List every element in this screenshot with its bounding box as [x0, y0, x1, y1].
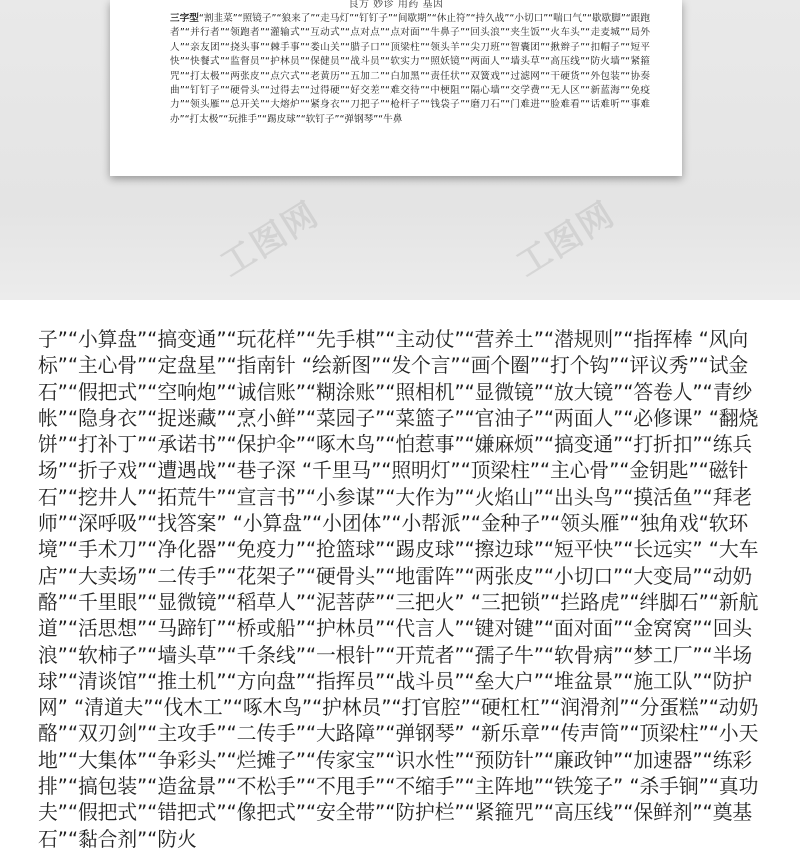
- section-text: “割韭菜”“照镜子”“狼来了”“走马灯”“钉钉子”“间歇期”“休止符”“持久战”“小切口”“喘口气”“歇歇脚”“跟跑者”“并行者”“领跑者”“灌输式”“互动式”“点对点”“点对面”“牛鼻子”“回头浪”“夹生饭”“火车头”“走麦城”“局外人”“亲友团”“挠头事”“棘手事”“娄山关”“腊子口”“顶梁柱”“领头羊”“尖刀班”“智囊团”“揪辫子”“扣帽子”“短平快”“快餐式”“监督员”“护林员”“保健员”“战斗员”“软实力”“照妖镜”“两面人”“墙头草”“高压线”“防火墙”“紧箍咒”“打太极”“两张皮”“点穴式”“老黄历”“五加二”“白加黑”“责任状”“双簧戏”“过滤网”“干硬货”“外包装”“协奏曲”“钉钉子”“硬骨头”“过得去”“过得硬”“好交差”“难交待”“中梗阻”“隔心墙”“交学费”“无人区”“新蓝海”“免疫力”“领头雁”“总开关”“大熔炉”“紧身衣”“刀把子”“枪杆子”“钱袋子”“磨刀石”“门难进”“脸难看”“话难听”“事难办”“打太极”“玩推手”“踢皮球”“软钉子”“弹钢琴”“牛鼻: [170, 13, 650, 125]
- document-preview: [110, 0, 682, 176]
- document-top-line: 良方 妙诊 用药 基因: [348, 0, 444, 10]
- watermark: 工图网: [509, 193, 623, 286]
- document-body: [170, 12, 650, 176]
- main-text-block: 子”“小算盘”“搞变通”“玩花样”“先手棋”“主动仗”“营养土”“潜规则”“指挥棒 “风向标”“主心骨”“定盘星”“指南针 “绘新图”“发个言”“画个圈”“打个钩”“评议秀”“试金石”“假把式”“空响炮”“诚信账”“糊涂账”“照相机”“显微镜”“放大镜”“答卷人”“青纱帐”“隐身衣”“捉迷藏”“烹小鲜”“菜园子”“菜篮子”“官油子”“两面人”“必修课” “翻烧饼”“打补丁”“承诺书”“保护伞”“啄木鸟”“怕惹事”“嫌麻烦”“搞变通”“打折扣”“练兵场”“折子戏”“遭遇战”“巷子深 “千里马”“照明灯”“顶梁柱”“主心骨”“金钥匙”“磁针石”“挖井人”“拓荒牛”“宣言书”“小参谋”“大作为”“火焰山”“出头鸟”“摸活鱼”“拜老师”“深呼吸”“找答案” “小算盘”“小团体”“小帮派”“金种子”“领头雁”“独角戏“软环境”“手术刀”“净化器”“免疫力”“抢篮球”“踢皮球”“擦边球”“短平快”“长远实” “大车店”“大卖场”“二传手”“花架子”“硬骨头”“地雷阵”“两张皮”“小切口”“大变局”“动奶酪”“千里眼”“显微镜”“稻草人”“泥菩萨”“三把火” “三把锁”“拦路虎”“绊脚石”“新航道”“活思想”“马蹄钉”“桥或船”“护林员”“代言人”“键对键”“面对面”“金窝窝”“回头浪”“软柿子”“墙头草”“千条线”“一根针”“开荒者”“孺子牛”“软骨病”“梦工厂”“半场球”“清谈馆”“推土机”“方向盘”“指挥员”“战斗员”“垒大户”“堆盆景”“施工队”“防护网” “清道夫”“伐木工”“啄木鸟”“护林员”“打官腔”“硬杠杠”“润滑剂”“分蛋糕”“动奶酪”“双刃剑”“主攻手”“二传手”“大路障”“弹钢琴” “新乐章”“传声筒”“顶梁柱”“小天地”“大集体”“争彩头”“烂摊子”“传家宝”“识水性”“预防针”“廉政钟”“加速器”“练彩排”“搞包装”“造盆景”“不松手”“不甩手”“不缩手”“主阵地”“铁笼子” “杀手锏”“真功夫”“假把式”“错把式”“像把式”“安全带”“防护栏”“紧箍咒”“高压线”“保鲜剂”“奠基石”“黏合剂”“防火: [38, 328, 759, 851]
- section-label: 三字型: [170, 13, 199, 24]
- preview-backdrop: [0, 0, 800, 300]
- watermark: 工图网: [213, 193, 327, 286]
